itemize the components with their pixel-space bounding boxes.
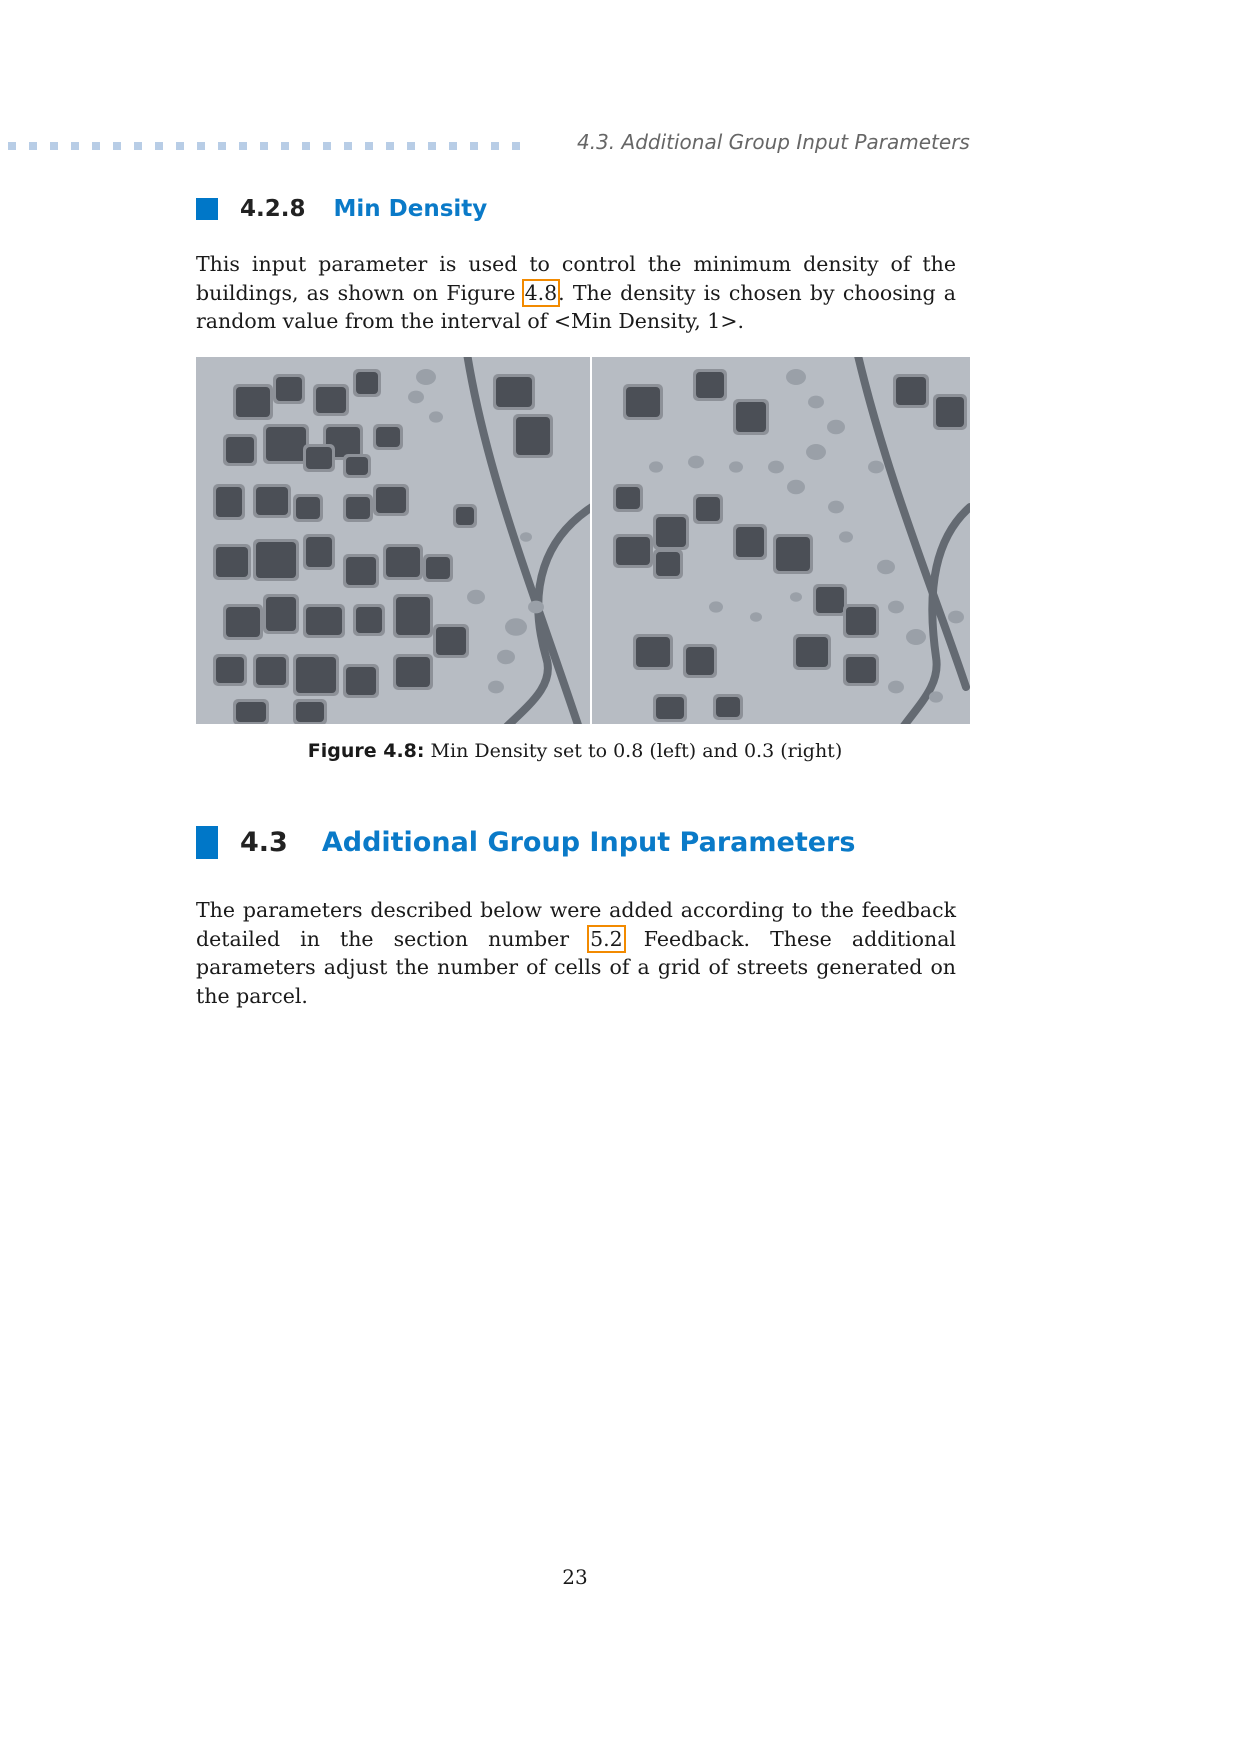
tree bbox=[649, 461, 663, 472]
building bbox=[686, 647, 714, 675]
subsection-number: 4.2.8 bbox=[240, 196, 306, 222]
tree bbox=[505, 618, 527, 636]
building bbox=[776, 537, 810, 571]
building bbox=[266, 597, 296, 631]
building bbox=[216, 487, 242, 517]
building bbox=[266, 427, 306, 461]
tree bbox=[828, 501, 844, 514]
building bbox=[846, 657, 876, 683]
paragraph-text: . The density is chosen by choosing a random value from the interval of <Min Density, 1>. bbox=[196, 280, 957, 333]
building bbox=[276, 377, 302, 401]
subsection-title: Min Density bbox=[333, 196, 488, 222]
tree bbox=[520, 532, 532, 542]
building bbox=[226, 607, 260, 637]
building bbox=[226, 437, 254, 463]
min-density-paragraph bbox=[196, 250, 956, 336]
figure-caption-label: Figure 4.8: bbox=[307, 740, 425, 762]
building bbox=[216, 547, 248, 577]
subsection-heading bbox=[196, 196, 487, 222]
heading-marker-square bbox=[196, 198, 218, 220]
tree bbox=[750, 612, 762, 622]
tree bbox=[768, 461, 784, 474]
building bbox=[346, 497, 370, 519]
tree bbox=[877, 560, 895, 574]
tree bbox=[429, 411, 443, 422]
building bbox=[456, 507, 474, 525]
additional-parameters-paragraph bbox=[196, 896, 956, 1010]
building bbox=[436, 627, 466, 655]
building bbox=[216, 657, 244, 683]
tree bbox=[806, 444, 826, 460]
tree bbox=[787, 480, 805, 494]
building bbox=[656, 697, 684, 719]
tree bbox=[528, 601, 544, 614]
building bbox=[256, 487, 288, 515]
building bbox=[616, 537, 650, 565]
building bbox=[376, 427, 400, 447]
tree bbox=[786, 369, 806, 385]
building bbox=[496, 377, 532, 407]
building bbox=[636, 637, 670, 667]
building bbox=[816, 587, 844, 613]
section-heading bbox=[196, 826, 855, 859]
running-header-title: 4.3. Additional Group Input Parameters bbox=[577, 130, 970, 154]
building bbox=[306, 447, 332, 469]
building bbox=[516, 417, 550, 455]
building bbox=[356, 372, 378, 394]
tree bbox=[408, 391, 424, 404]
building bbox=[396, 597, 430, 635]
figure-reference-link[interactable]: 4.8 bbox=[524, 280, 558, 305]
tree bbox=[790, 592, 802, 602]
building bbox=[256, 657, 286, 685]
building bbox=[696, 497, 720, 521]
panel-divider bbox=[590, 357, 592, 724]
building bbox=[736, 402, 766, 432]
building bbox=[386, 547, 420, 577]
tree bbox=[729, 461, 743, 472]
figure-caption bbox=[0, 740, 1150, 762]
building bbox=[716, 697, 740, 717]
building bbox=[846, 607, 876, 635]
building bbox=[346, 667, 376, 695]
building bbox=[306, 607, 342, 635]
section-title: Additional Group Input Parameters bbox=[321, 827, 856, 858]
tree bbox=[888, 601, 904, 614]
building bbox=[656, 517, 686, 547]
building bbox=[346, 557, 376, 585]
figure-caption-text: Min Density set to 0.8 (left) and 0.3 (right) bbox=[424, 740, 843, 762]
building bbox=[296, 702, 324, 722]
building bbox=[256, 542, 296, 578]
tree bbox=[688, 456, 704, 469]
building bbox=[296, 497, 320, 519]
building bbox=[426, 557, 450, 579]
heading-marker-square bbox=[196, 826, 218, 859]
tree bbox=[839, 531, 853, 542]
building bbox=[346, 457, 368, 475]
figure-image bbox=[196, 357, 970, 724]
tree bbox=[906, 629, 926, 645]
building bbox=[936, 397, 964, 427]
building bbox=[306, 537, 332, 567]
building bbox=[396, 657, 430, 687]
figure-min-density bbox=[196, 357, 970, 724]
building bbox=[796, 637, 828, 667]
building bbox=[696, 372, 724, 398]
tree bbox=[709, 601, 723, 612]
tree bbox=[827, 420, 845, 434]
building bbox=[616, 487, 640, 509]
tree bbox=[929, 691, 943, 702]
section-number: 4.3 bbox=[240, 827, 288, 858]
paragraph-text: The parameters described below were added according to the feedback detailed in the section number bbox=[196, 898, 956, 951]
tree bbox=[488, 681, 504, 694]
building bbox=[296, 657, 336, 693]
tree bbox=[948, 611, 964, 624]
building bbox=[356, 607, 382, 633]
page-number: 23 bbox=[562, 1565, 588, 1589]
running-header bbox=[0, 130, 1240, 160]
building bbox=[656, 552, 680, 576]
tree bbox=[808, 396, 824, 409]
building bbox=[736, 527, 764, 557]
tree bbox=[497, 650, 515, 664]
building bbox=[896, 377, 926, 405]
paragraph-text: This input parameter is used to control the minimum density of the buildings, as shown on Figure bbox=[196, 252, 956, 305]
building bbox=[376, 487, 406, 513]
building bbox=[316, 387, 346, 413]
building bbox=[236, 387, 270, 417]
tree bbox=[888, 681, 904, 694]
section-reference-link[interactable]: 5.2 bbox=[590, 926, 623, 951]
tree bbox=[467, 590, 485, 604]
tree bbox=[416, 369, 436, 385]
tree bbox=[868, 461, 884, 474]
paragraph-text: Feedback. These additional parameters adjust the number of cells of a grid of streets generated on the parcel. bbox=[196, 926, 956, 1008]
building bbox=[236, 702, 266, 722]
building bbox=[626, 387, 660, 417]
header-dot-rule bbox=[8, 142, 520, 150]
